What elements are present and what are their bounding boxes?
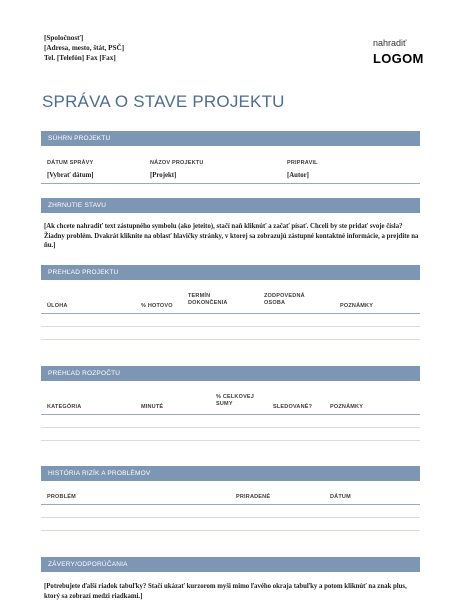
logo-replace-label: nahradiť <box>373 38 407 48</box>
section-header-status: ZHRNUTIE STAVU <box>41 198 420 213</box>
divider <box>41 504 420 505</box>
table-row[interactable] <box>41 339 420 340</box>
table-row[interactable] <box>41 326 420 327</box>
col-percent-done: % HOTOVO <box>141 303 173 309</box>
table-row[interactable] <box>41 530 420 531</box>
page-title: SPRÁVA O STAVE PROJEKTU <box>42 92 285 111</box>
col-category: KATEGÓRIA <box>47 404 82 410</box>
divider <box>41 183 420 184</box>
col-spent: MINUTÉ <box>141 404 164 410</box>
col-percent-total: % CELKOVEJ SUMY <box>216 394 255 407</box>
company-contact[interactable]: Tel. [Telefón] Fax [Fax] <box>44 54 116 62</box>
col-owner: ZODPOVEDNÁ OSOBA <box>264 293 305 306</box>
col-assigned: PRIRADENÉ <box>236 494 271 500</box>
company-info <box>44 33 124 63</box>
section-header-budget: PREHĽAD ROZPOČTU <box>41 366 420 381</box>
company-address[interactable]: [Adresa, mesto, štát, PSČ] <box>44 44 125 52</box>
col-project-name: NÁZOV PROJEKTU <box>150 160 204 166</box>
project-name-value[interactable]: [Projekt] <box>150 172 177 179</box>
report-date-value[interactable]: [Vybrať dátum] <box>47 172 94 179</box>
divider <box>41 313 420 314</box>
col-issue: PROBLÉM <box>47 494 76 500</box>
section-header-conclusions: ZÁVERY/ODPORÚČANIA <box>41 557 420 572</box>
col-due-date: TERMÍN DOKONČENIA <box>188 293 228 306</box>
logo-text: LOGOM <box>373 51 424 66</box>
table-row[interactable] <box>41 427 420 428</box>
author-value[interactable]: [Autor] <box>287 172 309 179</box>
table-row[interactable] <box>41 440 420 441</box>
logo-placeholder[interactable] <box>373 38 424 66</box>
table-row[interactable] <box>41 517 420 518</box>
col-report-date: DÁTUM SPRÁVY <box>47 160 94 166</box>
col-tracked: SLEDOVANÉ? <box>273 404 313 410</box>
company-name[interactable]: [Spoločnosť] <box>44 34 84 42</box>
col-date: DÁTUM <box>330 494 351 500</box>
col-budget-notes: POZNÁMKY <box>330 404 364 410</box>
section-header-summary: SÚHRN PROJEKTU <box>41 131 420 146</box>
col-prepared-by: PRIPRAVIL <box>287 160 318 166</box>
col-notes: POZNÁMKY <box>340 303 374 309</box>
section-header-overview: PREHĽAD PROJEKTU <box>41 265 420 280</box>
conclusions-text[interactable]: [Potrebujete ďalší riadok tabuľky? Stačí ukázať kurzorom myši mimo ľavého okraja tabuľky a potom kliknúť na znak plus, ktorý sa zobrazí medzi riadkami.] <box>44 583 407 600</box>
divider <box>41 414 420 415</box>
status-text[interactable]: [Ak chcete nahradiť text zástupného symbolu (ako jeteito), stačí naň kliknúť a začať písať. Chceli by ste pridať svoje čísla? Žiadny problém. Dvakrát kliknite na oblasť hlavičky stránky, v ktorej sa zobrazujú zástupné kontaktné informácie, a prejdite na ňu.] <box>44 223 419 249</box>
section-header-risks: HISTÓRIA RIZÍK A PROBLÉMOV <box>41 466 420 481</box>
col-task: ÚLOHA <box>47 303 68 309</box>
